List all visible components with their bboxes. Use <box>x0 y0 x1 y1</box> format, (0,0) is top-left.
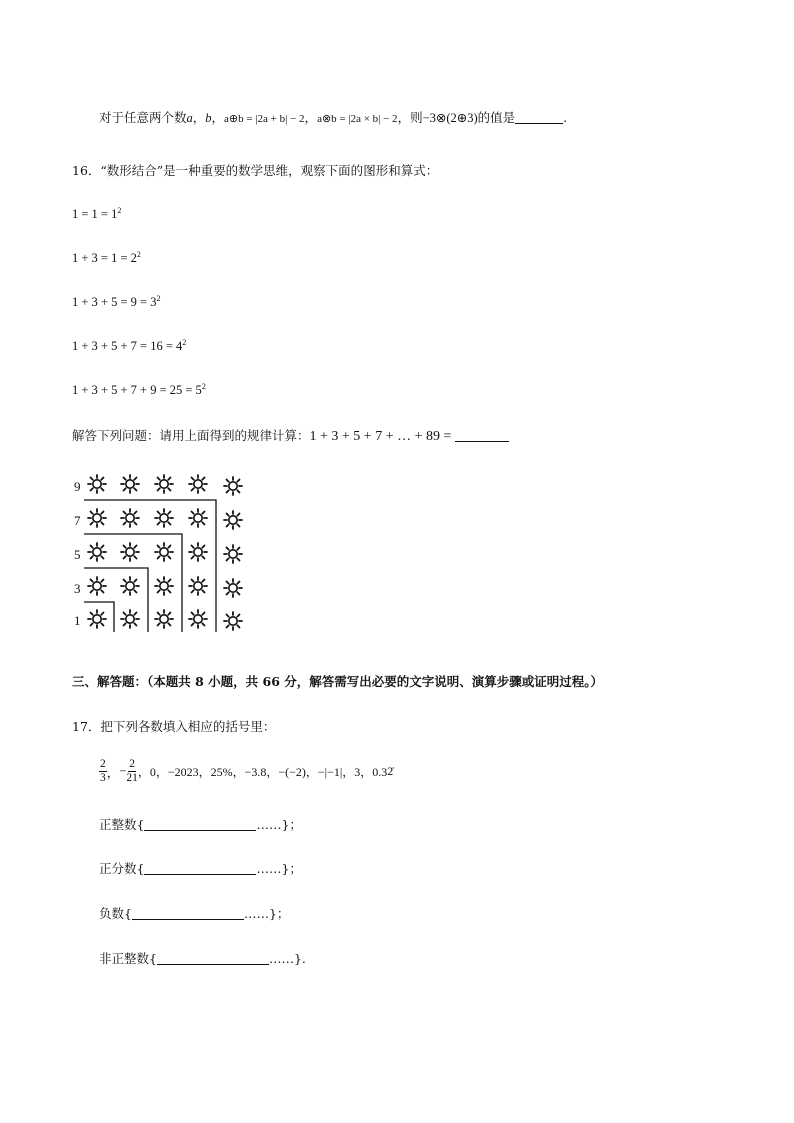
q16-question <box>72 426 509 445</box>
category-negative-numbers: 负数{ ……}； <box>99 906 290 921</box>
number-list: ，0，−2023，25%，−3.8，−(−2)，−|−1|，3，0.3 <box>137 765 388 779</box>
section3-header <box>72 672 603 690</box>
sep: ， <box>192 110 206 125</box>
category-non-positive-integers: 非正整数{ ……}. <box>99 951 306 966</box>
row-label-5: 5 <box>74 547 81 562</box>
q16-equation-5: $1 + 3 + 5 + 7 + 9 = 25 = 5^2$ <box>72 382 206 397</box>
row-label-9: 9 <box>74 479 81 494</box>
var-b: b <box>205 111 212 125</box>
odd-numbers-figure <box>70 466 260 636</box>
row-label-7: 7 <box>74 513 81 528</box>
period: . <box>563 110 568 125</box>
answer-blank[interactable] <box>515 111 563 124</box>
q16-question-text: 解答下列问题：请用上面得到的规律计算： <box>72 428 310 443</box>
repeating-digit: 2̇ <box>387 764 394 778</box>
q16-stem: 16．“数形结合”是一种重要的数学思维，观察下面的图形和算式： <box>72 163 439 178</box>
sep: ，则 <box>397 110 423 125</box>
answer-blank[interactable] <box>132 907 244 920</box>
sun-grid <box>88 475 242 630</box>
def-otimes: a⊗b = |2a × b| − 2 <box>317 113 398 125</box>
q17-numbers <box>99 758 393 785</box>
answer-blank[interactable] <box>455 429 509 442</box>
section3-note: （本题共 8 小题，共 66 分，解答需写出必要的文字说明、演算步骤或证明过程。） <box>147 674 604 689</box>
q16-question-expr: 1 + 3 + 5 + 7 + … + 89 = <box>309 429 452 444</box>
sep: ， <box>304 110 318 125</box>
answer-blank[interactable] <box>144 818 256 831</box>
q15-expression: −3⊗(2⊕3) <box>422 111 478 125</box>
category-positive-integers: 正整数{ ……}； <box>99 817 302 832</box>
q16-equation-1: $1 = 1 = 1^2$ <box>72 206 122 221</box>
q15-prefix: 对于任意两个数 <box>99 110 187 125</box>
q16-equation-2: $1 + 3 = 1 = 2^2$ <box>72 250 141 265</box>
q16-equation-3: $1 + 3 + 5 = 9 = 3^2$ <box>72 294 161 309</box>
minus-sign: − <box>119 764 127 778</box>
fraction-2-3: $\frac{2}{3}$ <box>100 758 106 784</box>
q15-suffix: 的值是 <box>477 110 516 125</box>
answer-blank[interactable] <box>157 952 269 965</box>
category-positive-fractions: 正分数{ ……}； <box>99 861 302 876</box>
q16-equation-4: $1 + 3 + 5 + 7 = 16 = 4^2$ <box>72 338 187 353</box>
row-label-1: 1 <box>74 613 81 628</box>
sep: ， <box>106 764 120 780</box>
q17-stem: 17．把下列各数填入相应的括号里： <box>72 719 276 734</box>
sep: ， <box>211 110 225 125</box>
var-a: a <box>186 111 193 125</box>
section3-title: 三、解答题： <box>72 674 148 689</box>
fraction-2-21: $\frac{2}{21}$ <box>126 758 138 784</box>
def-oplus: a⊕b = |2a + b| − 2 <box>224 113 305 125</box>
q15-line <box>99 108 567 126</box>
border-1 <box>84 602 114 632</box>
answer-blank[interactable] <box>144 862 256 875</box>
row-label-3: 3 <box>74 581 81 596</box>
